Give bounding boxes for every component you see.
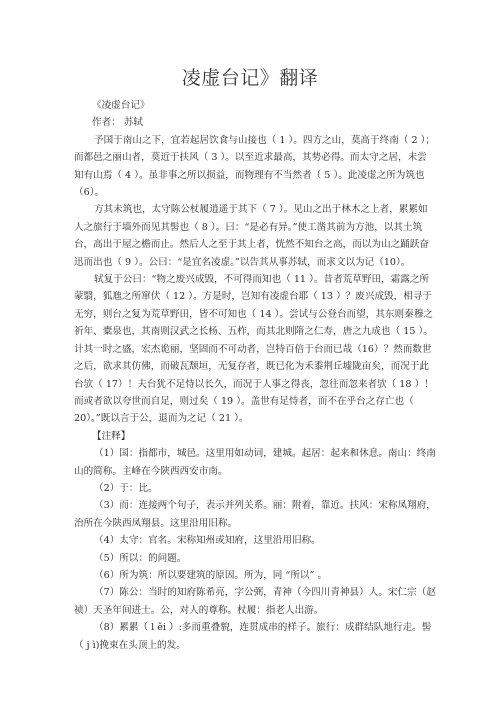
document-body: [74, 97, 436, 654]
note-4: （4）太守：官名。宋称知州或知府，这里沿用旧称。: [94, 535, 321, 547]
note-2: （2）于：比。: [94, 482, 158, 494]
page-title: 凌虚台记》翻译: [181, 67, 319, 89]
note-7: （7）陈公：当时的知府陈希亮，字公弼，青神（今四川青神县）人。宋仁宗（赵祯）天圣年间进士。公，对人的尊称。杖履：指老人出游。: [74, 587, 436, 616]
note-5: （5）所以：的问题。: [94, 552, 187, 564]
author-line: 作者： 苏轼: [92, 117, 144, 129]
notes-heading: 【注释】: [92, 430, 131, 442]
note-6: （6）所为筑：所以要建筑的原因。所为，同 “所以” 。: [94, 569, 328, 581]
note-1: （1）国：指都市，城邑。这里用如动词，建城。起居：起来和休息。南山：终南山的简称。主峰在今陕西西安市南。: [74, 448, 436, 477]
paragraph-3: 轼复于公曰：“物之废兴成毁，不可得而知也（ 11 ）。昔者荒草野田，霜露之所蒙翳，狐虺之所窜伏（ 12 ）。方是时，岂知有凌虚台耶（ 13 ）？废兴成毁，相寻于无穷，则台之复为荒草野田，皆不可知也（ 14 ）。尝试与公登台而望，其东则秦穆之祈年、橐泉也，其南则汉武之长杨、五柞，而其北则隋之仁寿，唐之九成也（ 15 ）。计其一时之盛，宏杰诡丽，坚固而不可动者，岂特百倍于台而已哉（16）？然而数世之后，欲求其仿佛，而破瓦颓垣，无复存者，既已化为禾黍荆丘墟陇亩矣，而况于此台欤（ 17）！夫台犹不足恃以长久，而况于人事之得丧，忽往而忽来者欤（ 18 ）！而或者欲以夸世而自足，则过矣（ 19 ）。盖世有足恃者，而不在乎台之存亡也（ 20）。”既以言于公，退而为之记（ 21 ）。: [74, 274, 434, 425]
paragraph-1: 予国于南山之下，宜若起居饮食与山接也（ 1 ）。四方之山，莫高于终南（ 2 ）；而都邑之丽山者，莫近于扶风（ 3 ）。以至近求最高，其势必得。而太守之居，未尝知有山焉（ 4 ）。虽非事之所以损益，而物理有不当然者（ 5 ）。此凌虚之所为筑也（6）。: [74, 134, 435, 199]
note-3: （3）而：连接两个句子，表示并列关系。丽：附着，靠近。扶风：宋称凤翔府，治所在今陕西凤翔县。这里沿用旧称。: [74, 500, 436, 529]
doc-title-line: 《凌虚台记》: [92, 100, 150, 111]
paragraph-2: 方其未筑也，太守陈公杖履逍遥于其下（ 7 ）。见山之出于林木之上者，累累如人之旅行于墙外而见其髻也（ 8 ）。曰：“是必有异。”使工凿其前为方池，以其土筑台，高出于屋之檐而止。然后人之至于其上者，恍然不知台之高，而以为山之踊跃奋迅而出也（ 9 ）。公曰：“是宜名凌虚。”以告其从事苏轼，而求文以为记（10）。: [74, 204, 429, 268]
note-8: （8）累累（ l ěi ）:多而重叠貌，连贯成串的样子。旅行：成群结队地行走。髻（ j ì)挽束在头顶上的发。: [74, 622, 432, 651]
